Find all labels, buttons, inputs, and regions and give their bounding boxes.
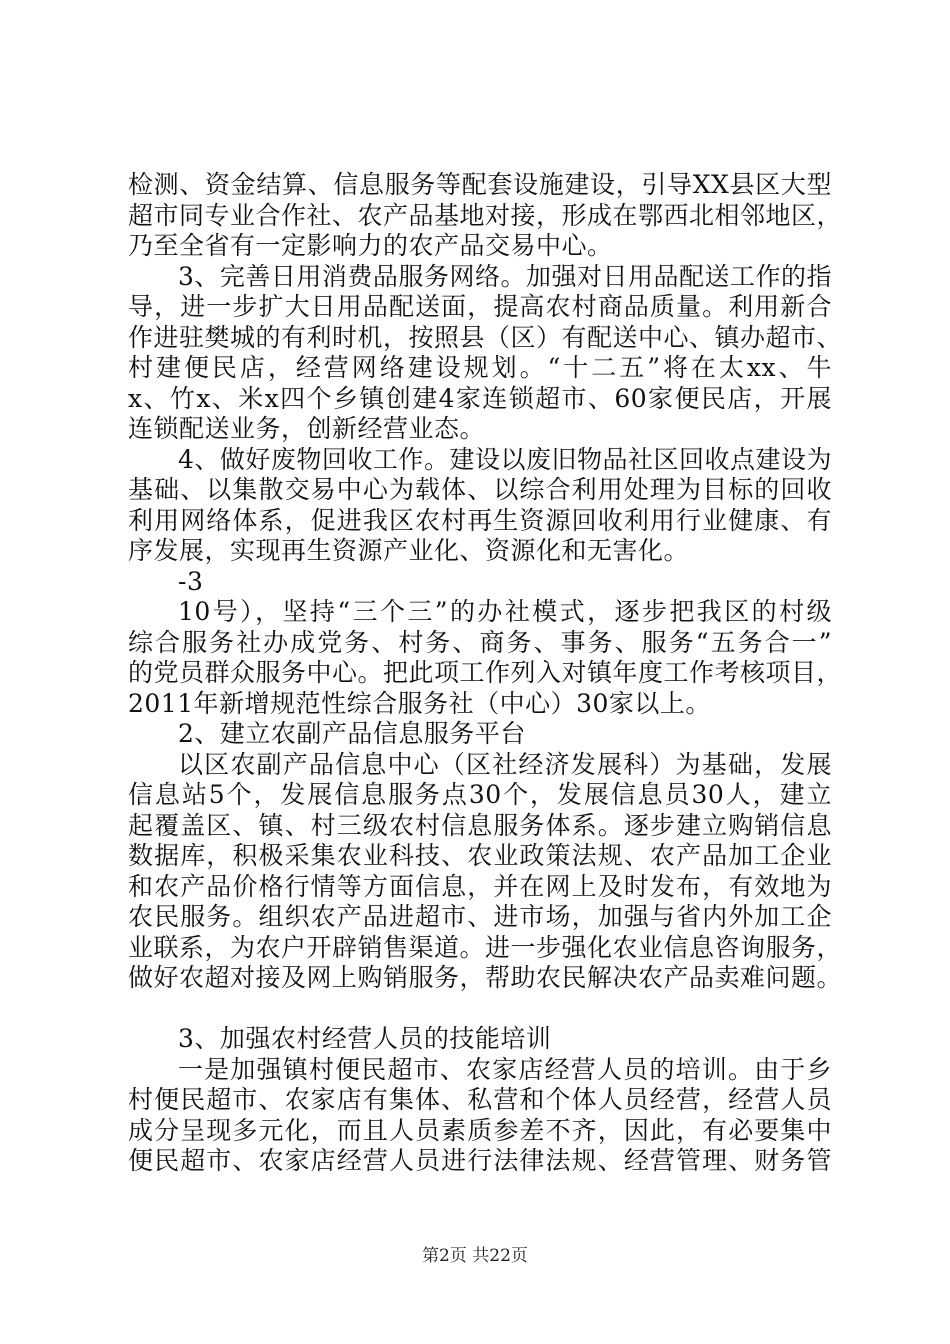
text-line: 乃至全省有一定影响力的农产品交易中心。 — [128, 231, 613, 260]
text-line: 做好农超对接及网上购销服务，帮助农民解决农产品卖难问题。 — [128, 963, 843, 992]
page-footer: 第2页 共22页 — [422, 1246, 528, 1266]
text-line: 一是加强镇村便民超市、农家店经营人员的培训。由于乡 — [178, 1054, 832, 1084]
text-line: 检测、资金结算、信息服务等配套设施建设，引导XX县区大型 — [128, 170, 832, 199]
text-line: 综合服务社办成党务、村务、商务、事务、服务“五务合一” — [128, 627, 832, 657]
text-line: 村便民超市、农家店有集体、私营和个体人员经营，经营人员 — [128, 1085, 832, 1114]
page-marker: -3 — [178, 566, 204, 596]
text-line: 起覆盖区、镇、村三级农村信息服务体系。逐步建立购销信息 — [128, 810, 832, 840]
text-line: 基础、以集散交易中心为载体、以综合利用处理为目标的回收 — [128, 475, 832, 504]
text-line: x、竹x、米x四个乡镇创建4家连锁超市、60家便民店，开展 — [128, 383, 832, 413]
text-line: 序发展，实现再生资源产业化、资源化和无害化。 — [128, 536, 690, 565]
text-line: 导，进一步扩大日用品配送面，提高农村商品质量。利用新合 — [128, 292, 832, 321]
text-line: 以区农副产品信息中心（区社经济发展科）为基础，发展 — [178, 749, 832, 779]
text-line: 便民超市、农家店经营人员进行法律法规、经营管理、财务管 — [128, 1146, 832, 1175]
document-body — [128, 170, 843, 1177]
text-line: 的党员群众服务中心。把此项工作列入对镇年度工作考核项目， — [128, 658, 843, 687]
text-line: 农民服务。组织农产品进超市、进市场，加强与省内外加工企 — [128, 902, 832, 931]
text-line: 利用网络体系，促进我区农村再生资源回收利用行业健康、有 — [128, 505, 832, 535]
paragraph-gap — [128, 994, 832, 1025]
text-line: 10号），坚持“三个三”的办社模式，逐步把我区的村级 — [178, 597, 832, 626]
text-line: 数据库，积极采集农业科技、农业政策法规、农产品加工企业 — [128, 841, 832, 870]
text-line: 作进驻樊城的有利时机，按照县（区）有配送中心、镇办超市、 — [128, 322, 843, 352]
section-heading: 3、加强农村经营人员的技能培训 — [178, 1024, 552, 1053]
text-line: 信息站5个，发展信息服务点30个，发展信息员30人，建立 — [128, 780, 832, 809]
text-line: 业联系，为农户开辟销售渠道。进一步强化农业信息咨询服务， — [128, 932, 843, 962]
text-line: 成分呈现多元化，而且人员素质参差不齐，因此，有必要集中 — [128, 1115, 832, 1145]
text-line: 和农产品价格行情等方面信息，并在网上及时发布，有效地为 — [128, 871, 832, 901]
text-line: 超市同专业合作社、农产品基地对接，形成在鄂西北相邻地区， — [128, 200, 843, 230]
text-line: 村建便民店，经营网络建设规划。“十二五”将在太xx、牛 — [128, 353, 832, 382]
text-line: 4、做好废物回收工作。建设以废旧物品社区回收点建设为 — [178, 444, 832, 474]
section-heading: 2、建立农副产品信息服务平台 — [178, 719, 526, 748]
text-line: 3、完善日用消费品服务网络。加强对日用品配送工作的指 — [178, 261, 832, 291]
text-line: 2011年新增规范性综合服务社（中心）30家以上。 — [128, 688, 711, 718]
text-line: 连锁配送业务，创新经营业态。 — [128, 414, 486, 443]
